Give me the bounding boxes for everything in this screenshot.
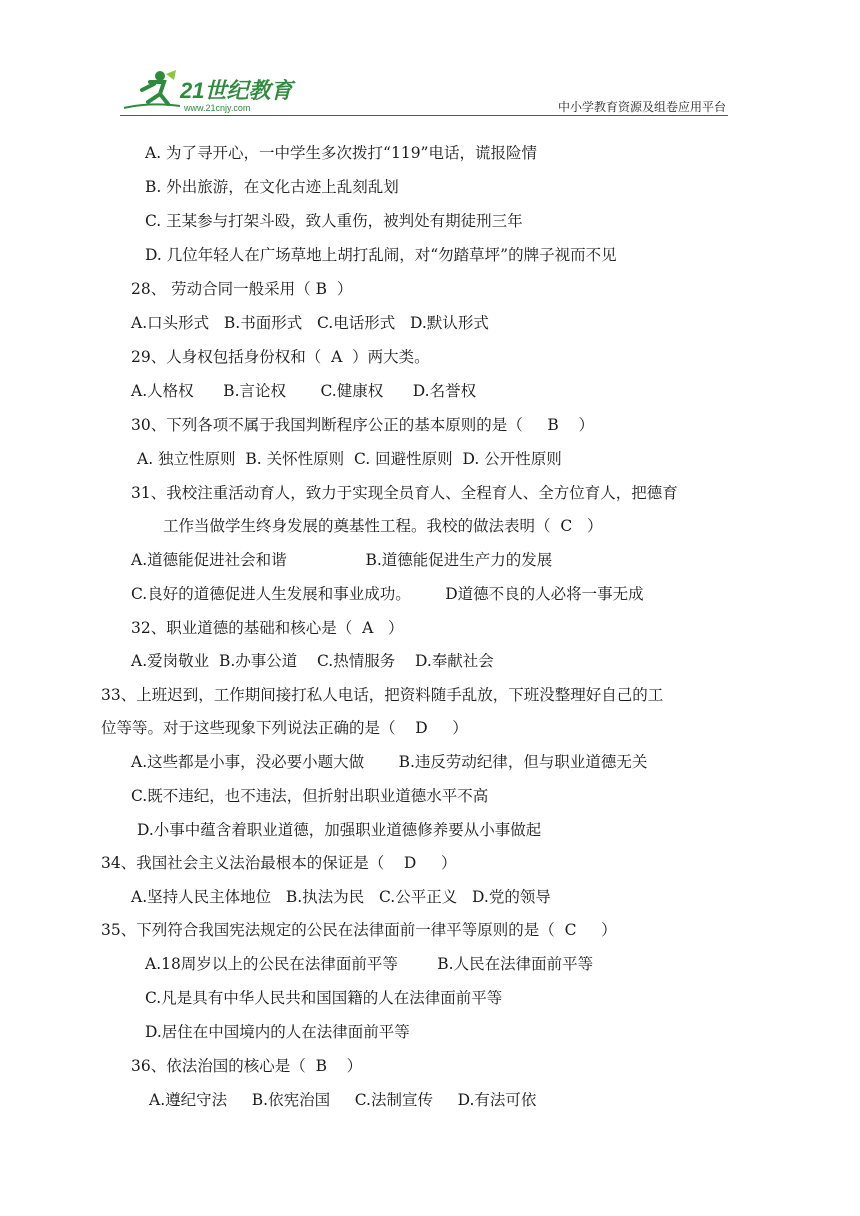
header-divider [120, 115, 728, 116]
q35-options-ab: A.18周岁以上的公民在法律面前平等 B.人民在法律面前平等 [145, 955, 594, 973]
21cnjy-logo [120, 68, 300, 114]
q32-question: 32、职业道德的基础和核心是（ A ） [131, 619, 404, 637]
q28-question: 28、 劳动合同一般采用（ B ） [131, 280, 353, 298]
q29-question: 29、人身权包括身份权和（ A ）两大类。 [131, 348, 430, 366]
q33-options-ab: A.这些都是小事，没必要小题大做 B.违反劳动纪律，但与职业道德无关 [131, 753, 648, 771]
q31-question-cont: 工作当做学生终身发展的奠基性工程。我校的做法表明（ C ） [163, 517, 603, 535]
q33-option-c: C.既不违纪，也不违法，但折射出职业道德水平不高 [131, 787, 489, 805]
q33-question-cont: 位等等。对于这些现象下列说法正确的是（ D ） [101, 719, 468, 737]
q30-options: A. 独立性原则 B. 关怀性原则 C. 回避性原则 D. 公开性原则 [137, 450, 562, 468]
q32-options: A.爱岗敬业 B.办事公道 C.热情服务 D.奉献社会 [131, 652, 494, 670]
q29-options: A.人格权 B.言论权 C.健康权 D.名誉权 [131, 382, 477, 400]
q35-question: 35、下列符合我国宪法规定的公民在法律面前一律平等原则的是（ C ） [101, 921, 617, 939]
q35-option-c: C.凡是具有中华人民共和国国籍的人在法律面前平等 [145, 989, 503, 1007]
q31-options-cd: C.良好的道德促进人生发展和事业成功。 D道德不良的人必将一事无成 [131, 585, 644, 603]
q30-question: 30、下列各项不属于我国判断程序公正的基本原则的是（ B ） [131, 416, 594, 434]
q27-option-c: C. 王某参与打架斗殴，致人重伤，被判处有期徒刑三年 [145, 212, 523, 230]
q31-question: 31、我校注重活动育人，致力于实现全员育人、全程育人、全方位育人，把德育 [131, 484, 678, 502]
q36-question: 36、依法治国的核心是（ B ） [131, 1057, 363, 1075]
q34-options: A.坚持人民主体地位 B.执法为民 C.公平正义 D.党的领导 [131, 888, 551, 906]
platform-name: 中小学教育资源及组卷应用平台 [557, 100, 726, 114]
q27-option-d: D. 几位年轻人在广场草地上胡打乱闹，对“勿踏草坪”的牌子视而不见 [145, 246, 617, 264]
page-header [120, 66, 728, 116]
q28-options: A.口头形式 B.书面形式 C.电话形式 D.默认形式 [131, 314, 489, 332]
logo-url: www.21cnjy.com [184, 103, 251, 113]
q36-options: A.遵纪守法 B.依宪治国 C.法制宣传 D.有法可依 [149, 1091, 537, 1109]
q27-option-b: B. 外出旅游，在文化古迹上乱刻乱划 [145, 178, 399, 196]
q35-option-d: D.居住在中国境内的人在法律面前平等 [145, 1023, 410, 1041]
q31-options-ab: A.道德能促进社会和谐 B.道德能促进生产力的发展 [131, 551, 553, 569]
logo-text: 21世纪教育 [180, 78, 293, 103]
q33-question: 33、上班迟到，工作期间接打私人电话，把资料随手乱放，下班没整理好自己的工 [101, 686, 664, 704]
q27-option-a: A. 为了寻开心，一中学生多次拨打“119”电话，谎报险情 [145, 144, 537, 162]
q33-option-d: D.小事中蕴含着职业道德，加强职业道德修养要从小事做起 [137, 821, 542, 839]
q34-question: 34、我国社会主义法治最根本的保证是（ D ） [101, 854, 457, 872]
